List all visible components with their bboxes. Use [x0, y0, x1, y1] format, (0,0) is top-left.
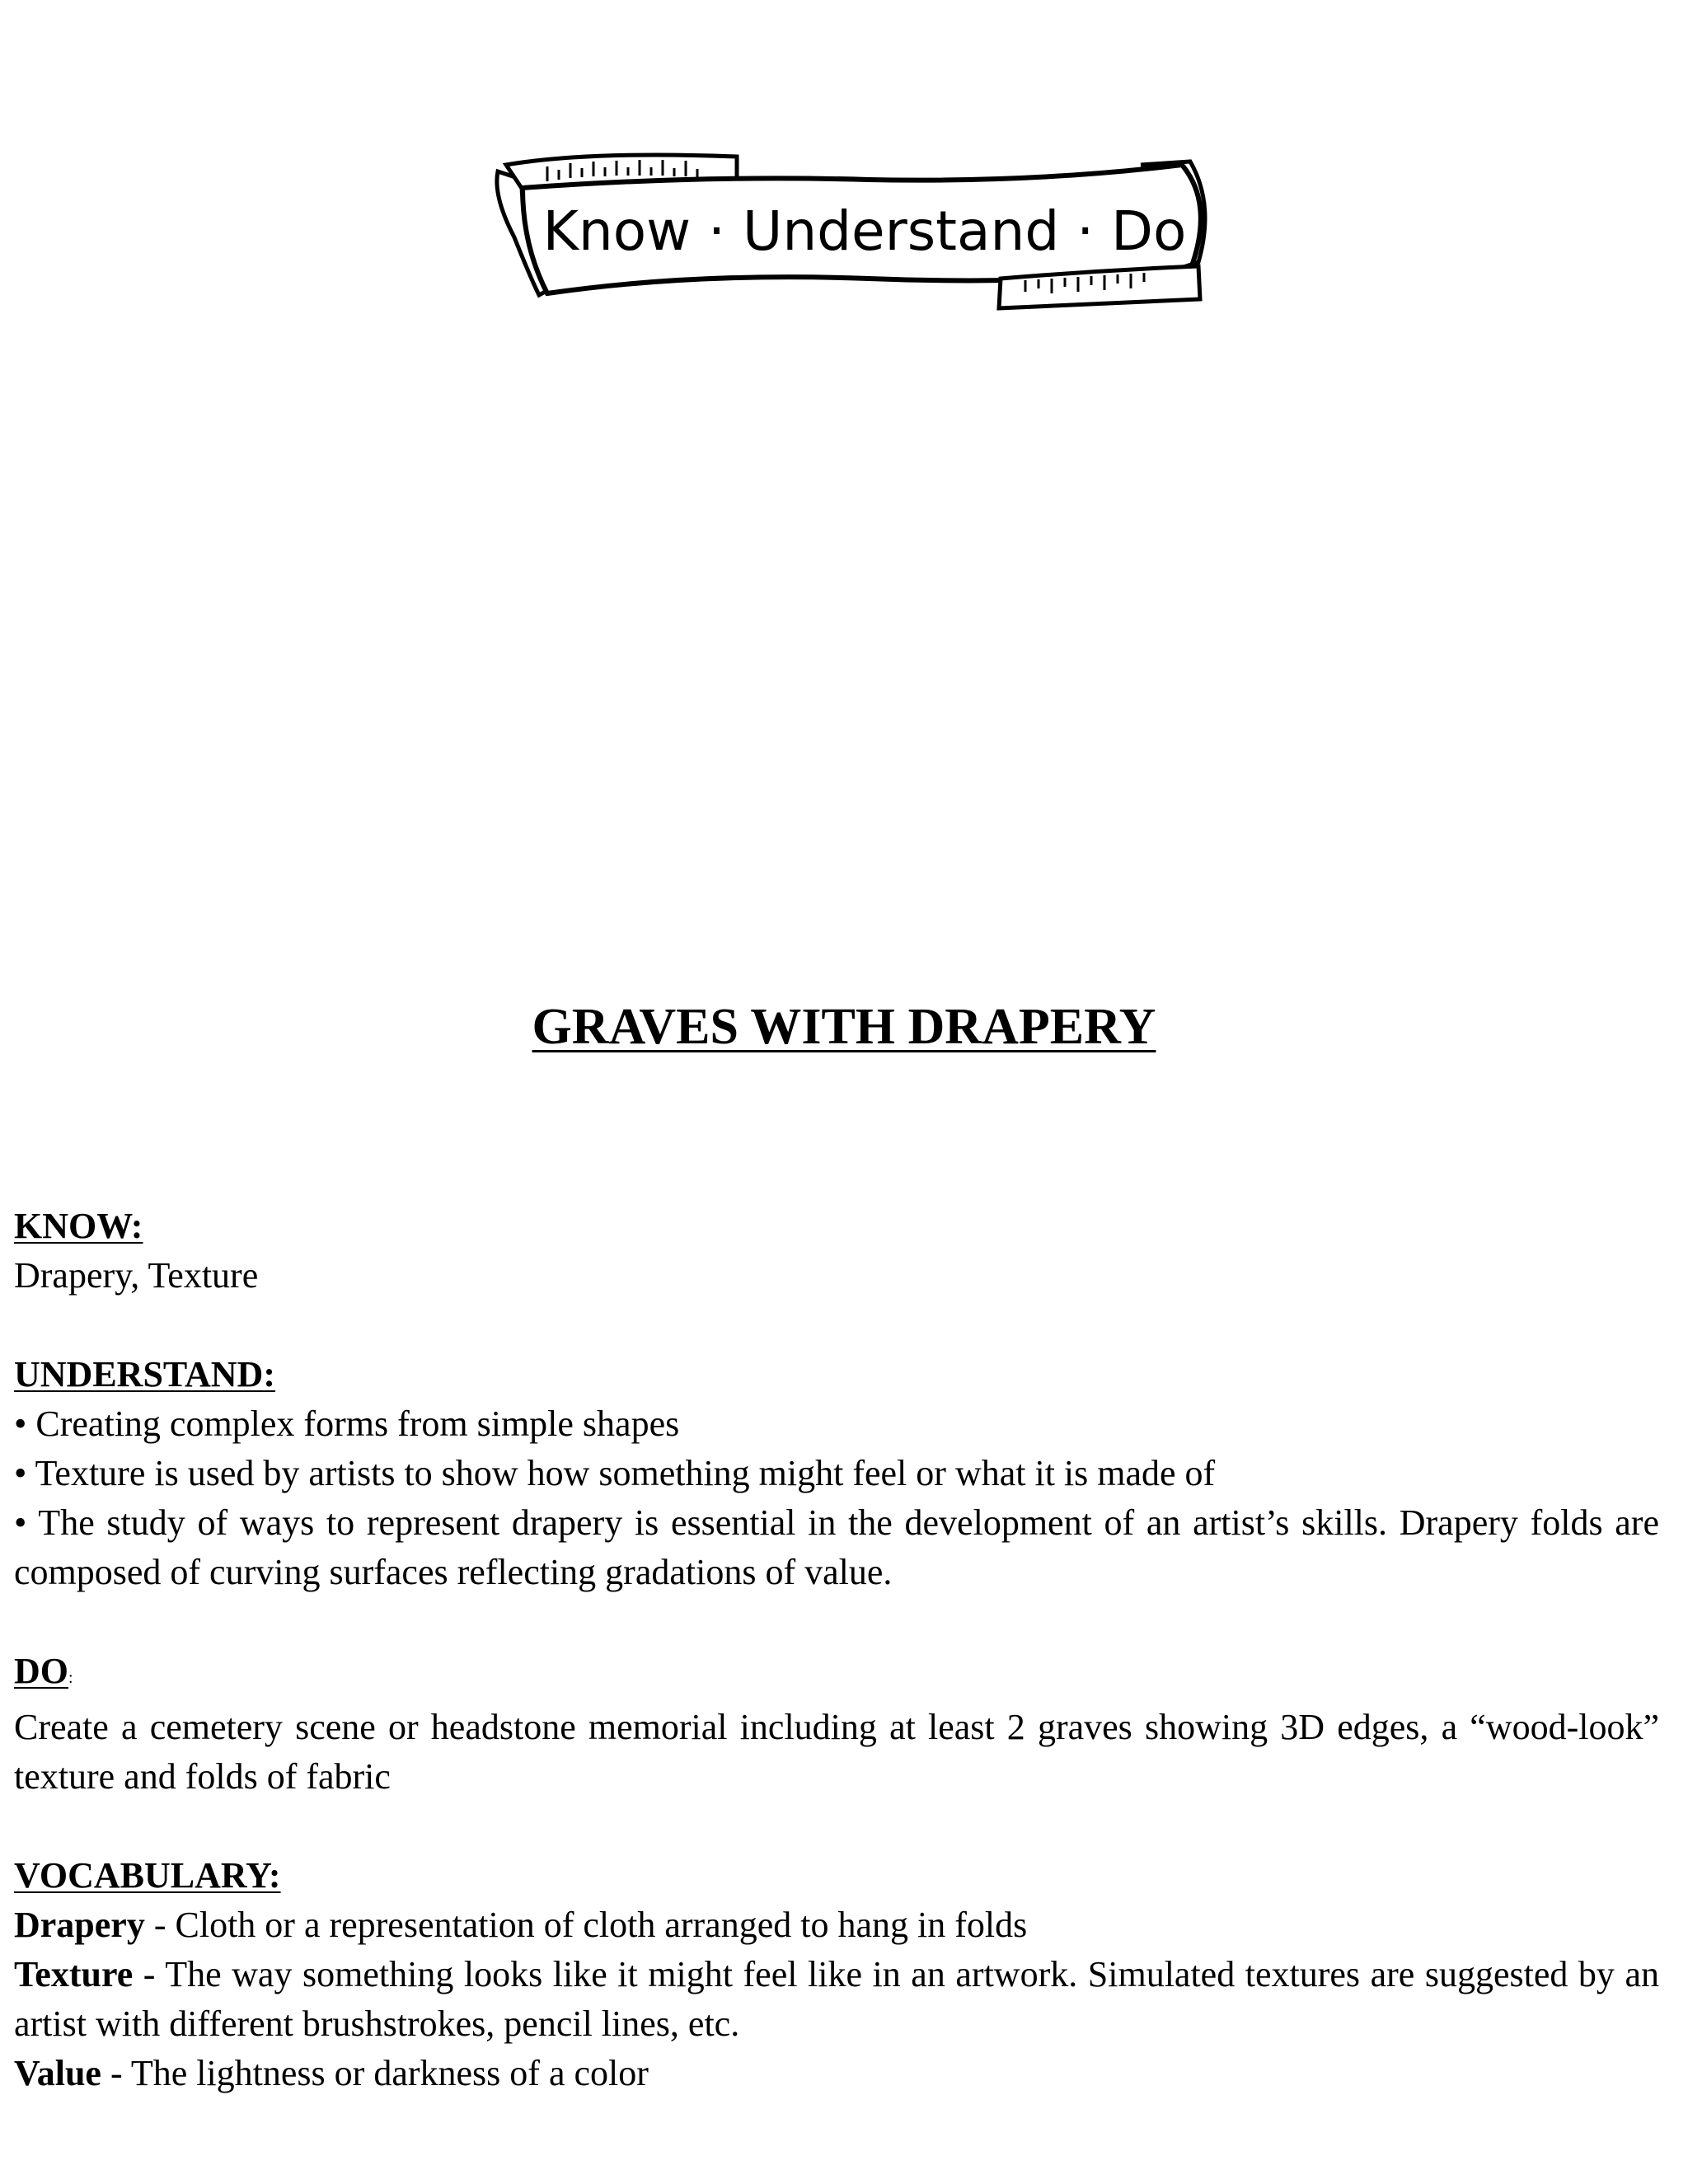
vocabulary-term: Value: [14, 2053, 101, 2093]
know-text: Drapery, Texture: [14, 1255, 259, 1296]
understand-section: [14, 1350, 1659, 1597]
logo-text: Know · Understand · Do: [542, 199, 1187, 263]
vocabulary-definition: - The lightness or darkness of a color: [101, 2053, 649, 2093]
understand-bullet: • Texture is used by artists to show how something might feel or what it is made of: [14, 1453, 1216, 1493]
do-heading-colon: :: [68, 1669, 73, 1687]
know-understand-do-logo: [490, 147, 1220, 312]
spacer: [14, 1597, 1659, 1647]
do-section: [14, 1647, 1659, 1802]
vocabulary-term: Texture: [14, 1954, 134, 1994]
do-text: Create a cemetery scene or headstone memorial including at least 2 graves showing 3D edges, a “wood-look” texture and folds of fabric: [14, 1707, 1659, 1797]
spacer: [14, 1301, 1659, 1350]
know-section: [14, 1202, 1659, 1301]
vocabulary-heading: VOCABULARY:: [14, 1855, 281, 1896]
document-body: [14, 1202, 1659, 2098]
do-heading: DO: [14, 1651, 68, 1691]
know-heading: KNOW:: [14, 1206, 143, 1246]
vocabulary-definition: - The way something looks like it might feel like in an artwork. Simulated textures are suggested by an artist with different brushstrokes, pencil lines, etc.: [14, 1954, 1659, 2044]
vocabulary-definition: - Cloth or a representation of cloth arranged to hang in folds: [144, 1905, 1028, 1945]
understand-bullet: • The study of ways to represent drapery is essential in the development of an artist’s skills. Drapery folds are composed of curving surfaces reflecting gradations of value.: [14, 1502, 1659, 1592]
vocabulary-item: [14, 1900, 1659, 1950]
vocabulary-item: [14, 1950, 1659, 2049]
do-heading-line: [14, 1647, 1659, 1703]
vocabulary-item: [14, 2049, 1659, 2098]
vocabulary-section: [14, 1851, 1659, 2098]
vocabulary-term: Drapery: [14, 1905, 145, 1945]
understand-heading: UNDERSTAND:: [14, 1354, 275, 1394]
spacer: [14, 1802, 1659, 1851]
page-title: GRAVES WITH DRAPERY: [532, 999, 1156, 1055]
understand-bullet: • Creating complex forms from simple shapes: [14, 1404, 680, 1444]
